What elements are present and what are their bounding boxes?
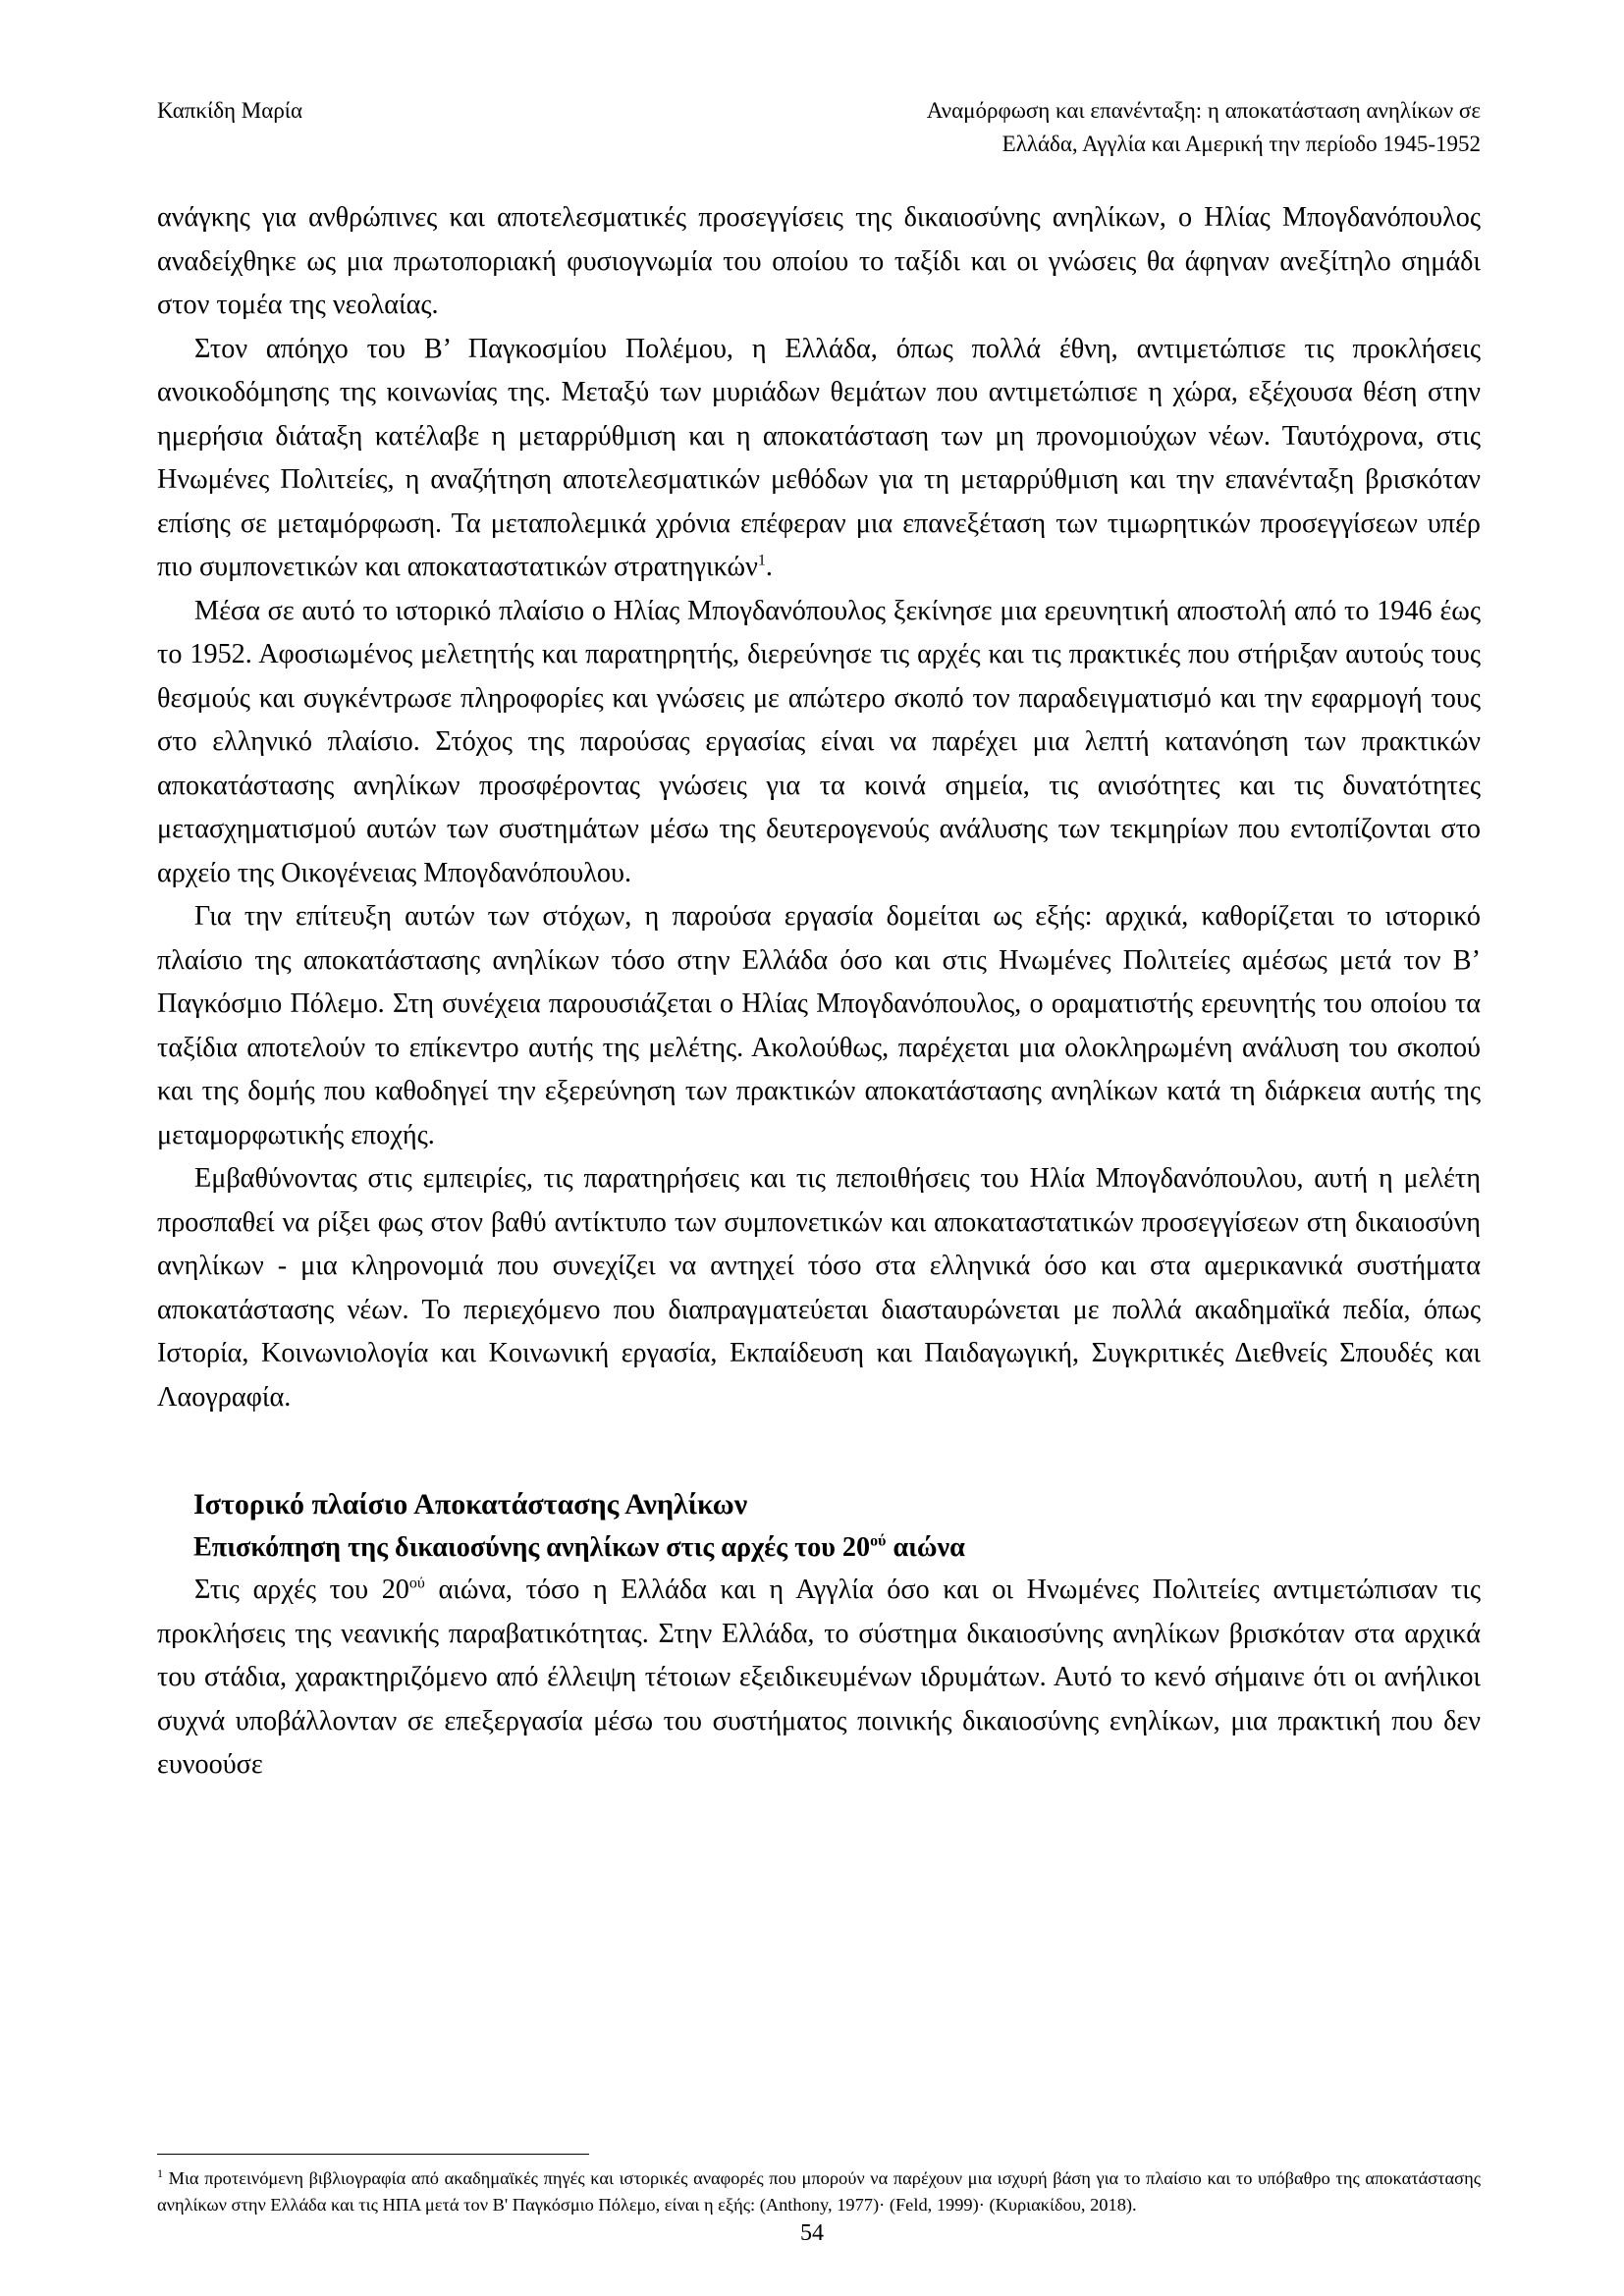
paragraph-2-end: . bbox=[765, 552, 773, 582]
section-heading: Ιστορικό πλαίσιο Αποκατάστασης Ανηλίκων bbox=[193, 1488, 748, 1521]
paragraph-1: ανάγκης για ανθρώπινες και αποτελεσματικές προσεγγίσεις της δικαιοσύνης ανηλίκων, ο Ηλίας Μπογδανόπουλος αναδείχθηκε ως μια πρωτοποριακή φυσιογνωμία του οποίου το ταξίδι και οι γνώσεις θα άφηναν ανεξίτηλο σημάδι στον τομέα της νεολαίας. bbox=[157, 202, 1481, 320]
paragraph-5: Εμβαθύνοντας στις εμπειρίες, τις παρατηρήσεις και τις πεποιθήσεις του Ηλία Μπογδανόπουλου, αυτή η μελέτη προσπαθεί να ρίξει φως στον βαθύ αντίκτυπο των συμπονετικών και αποκαταστατικών προσεγγίσεων στη δικαιοσύνη ανηλίκων - μια κληρονομιά που συνεχίζει να αντηχεί τόσο στα ελληνικά όσο και στα αμερικανικά συστήματα αποκατάστασης νέων. Το περιεχόμενο που διαπραγματεύεται διασταυρώνεται με πολλά ακαδημαϊκά πεδία, όπως Ιστορία, Κοινωνιολογία και Κοινωνική εργασία, Εκπαίδευση και Παιδαγωγική, Συγκριτικές Διεθνείς Σπουδές και Λαογραφία. bbox=[157, 1163, 1481, 1413]
paragraph-2 bbox=[157, 328, 1481, 590]
paragraph-6-text: αιώνα, τόσο η Ελλάδα και η Αγγλία όσο και οι Ηνωμένες Πολιτείες αντιμετώπισαν τις προκλήσεις της νεανικής παραβατικότητας. Στην Ελλάδα, το σύστημα δικαιοσύνης ανηλίκων βρισκόταν στα αρχικά του στάδια, χαρακτηριζόμενο από έλλειψη τέτοιων εξειδικευμένων ιδρυμάτων. Αυτό το κενό σήμαινε ότι οι ανήλικοι συχνά υποβάλλονταν σε επεξεργασία μέσω του συστήματος ποινικής δικαιοσύνης ενηλίκων, μια πρακτική που δεν ευνοούσε bbox=[157, 1575, 1481, 1780]
footnote-1 bbox=[157, 2165, 1481, 2218]
subsection-heading bbox=[193, 1527, 1481, 1569]
paragraph-6-superscript: ού bbox=[408, 1575, 425, 1592]
page-body bbox=[157, 196, 1481, 1788]
header-author: Καπκίδη Μαρία bbox=[157, 98, 303, 123]
footnote-reference-1[interactable]: 1 bbox=[757, 552, 766, 569]
paragraph-6 bbox=[157, 1569, 1481, 1788]
paragraph-3: Μέσα σε αυτό το ιστορικό πλαίσιο ο Ηλίας Μπογδανόπουλος ξεκίνησε μια ερευνητική αποστολή από το 1946 έως το 1952. Αφοσιωμένος μελετητής και παρατηρητής, διερεύνησε τις αρχές και τις πρακτικές που στήριξαν αυτούς τους θεσμούς και συγκέντρωσε πληροφορίες και γνώσεις με απώτερο σκοπό τον παραδειγματισμό και την εφαρμογή τους στο ελληνικό πλαίσιο. Στόχος της παρούσας εργασίας είναι να παρέχει μια λεπτή κατανόηση των πρακτικών αποκατάστασης ανηλίκων προσφέροντας γνώσεις για τα κοινά σημεία, τις ανισότητες και τις δυνατότητες μετασχηματισμού αυτών των συστημάτων μέσω της δευτερογενούς ανάλυσης των τεκμηρίων που εντοπίζονται στο αρχείο της Οικογένειας Μπογδανόπουλου. bbox=[157, 595, 1481, 888]
page-number: 54 bbox=[800, 2220, 824, 2246]
header-title-line-1: Αναμόρφωση και επανένταξη: η αποκατάσταση ανηλίκων σε bbox=[926, 98, 1481, 123]
paragraph-6-start: Στις αρχές του 20 bbox=[194, 1575, 409, 1605]
footnote-text: Μια προτεινόμενη βιβλιογραφία από ακαδημαϊκές πηγές και ιστορικές αναφορές που μπορούν να παρέχουν μια ισχυρή βάση για το πλαίσιο και το υπόβαθρο της αποκατάστασης ανηλίκων στην Ελλάδα και τις ΗΠΑ μετά τον Β' Παγκόσμιο Πόλεμο, είναι η εξής: (Anthony, 1977)· (Feld, 1999)· (Κυριακίδου, 2018). bbox=[157, 2168, 1481, 2215]
header-title-line-2: Ελλάδα, Αγγλία και Αμερική την περίοδο 1945-1952 bbox=[1001, 132, 1481, 156]
header-title bbox=[927, 94, 1481, 161]
footnote-mark: 1 bbox=[157, 2165, 163, 2180]
paragraph-4: Για την επίτευξη αυτών των στόχων, η παρούσα εργασία δομείται ως εξής: αρχικά, καθορίζεται το ιστορικό πλαίσιο της αποκατάστασης ανηλίκων τόσο στην Ελλάδα όσο και στις Ηνωμένες Πολιτείες αμέσως μετά τον Β’ Παγκόσμιο Πόλεμο. Στη συνέχεια παρουσιάζεται ο Ηλίας Μπογδανόπουλος, ο οραματιστής ερευνητής του οποίου τα ταξίδια αποτελούν το επίκεντρο αυτής της μελέτης. Ακολούθως, παρέχεται μια ολοκληρωμένη ανάλυση του σκοπού και της δομής που καθοδηγεί την εξερεύνηση των πρακτικών αποκατάστασης ανηλίκων κατά τη διάρκεια αυτής της μεταμορφωτικής εποχής. bbox=[157, 901, 1481, 1150]
subsection-heading-text: Επισκόπηση της δικαιοσύνης ανηλίκων στις αρχές του 20 bbox=[193, 1532, 871, 1563]
paragraph-2-text: Στον απόηχο του Β’ Παγκοσμίου Πολέμου, η Ελλάδα, όπως πολλά έθνη, αντιμετώπισε τις προκλήσεις ανοικοδόμησης της κοινωνίας της. Μεταξύ των μυριάδων θεμάτων που αντιμετώπισε η χώρα, εξέχουσα θέση στην ημερήσια διάταξη κατέλαβε η μεταρρύθμιση και η αποκατάσταση των μη προνομιούχων νέων. Ταυτόχρονα, στις Ηνωμένες Πολιτείες, η αναζήτηση αποτελεσματικών μεθόδων για τη μεταρρύθμιση και την επανένταξη βρισκόταν επίσης σε μεταμόρφωση. Τα μεταπολεμικά χρόνια επέφεραν μια επανεξέταση των τιμωρητικών προσεγγίσεων υπέρ πιο συμπονετικών και αποκαταστατικών στρατηγικών bbox=[157, 333, 1481, 582]
subsection-heading-superscript: ού bbox=[870, 1532, 887, 1550]
subsection-heading-end: αιώνα bbox=[886, 1532, 965, 1563]
footnote-separator bbox=[157, 2154, 589, 2155]
